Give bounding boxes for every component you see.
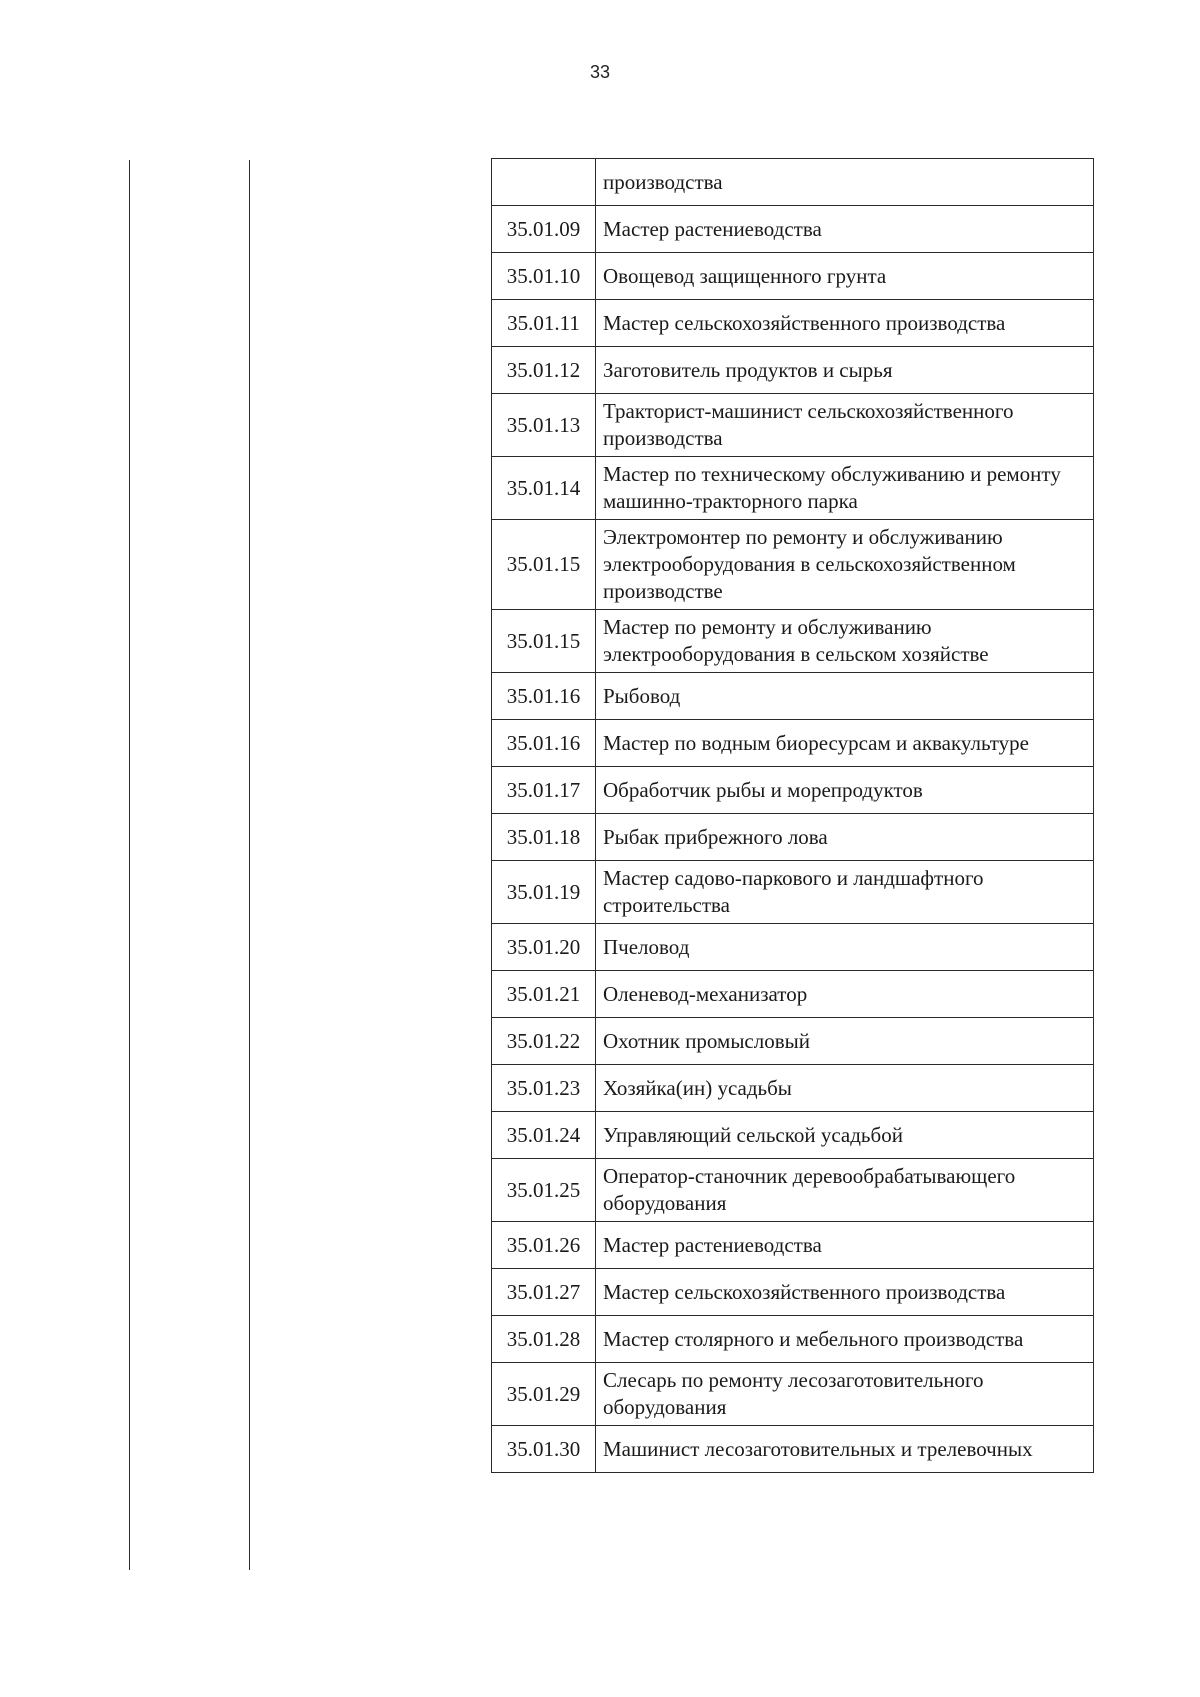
- table-row: [492, 394, 1094, 457]
- table-row: [492, 1065, 1094, 1112]
- table-row: [492, 206, 1094, 253]
- specialty-code-cell: 35.01.15: [492, 610, 596, 673]
- specialty-name-cell: Рыбак прибрежного лова: [596, 814, 1094, 861]
- table-row: [492, 720, 1094, 767]
- table-row: [492, 924, 1094, 971]
- table-row: [492, 520, 1094, 610]
- specialty-code-cell: 35.01.20: [492, 924, 596, 971]
- specialty-name-cell: Электромонтер по ремонту и обслуживанию электрооборудования в сельскохозяйственном производстве: [596, 520, 1094, 610]
- specialties-table-body: [492, 159, 1094, 1473]
- specialty-code-cell: 35.01.16: [492, 673, 596, 720]
- specialty-code-cell: 35.01.17: [492, 767, 596, 814]
- table-row: [492, 1316, 1094, 1363]
- specialty-code-cell: 35.01.28: [492, 1316, 596, 1363]
- table-row: [492, 1269, 1094, 1316]
- specialty-code-cell: [492, 159, 596, 206]
- specialty-code-cell: 35.01.11: [492, 300, 596, 347]
- table-row: [492, 814, 1094, 861]
- specialty-name-cell: Мастер сельскохозяйственного производства: [596, 1269, 1094, 1316]
- specialty-code-cell: 35.01.14: [492, 457, 596, 520]
- specialty-code-cell: 35.01.15: [492, 520, 596, 610]
- specialty-code-cell: 35.01.18: [492, 814, 596, 861]
- table-row: [492, 1363, 1094, 1426]
- table-row: [492, 300, 1094, 347]
- specialty-name-cell: Управляющий сельской усадьбой: [596, 1112, 1094, 1159]
- specialty-name-cell: Пчеловод: [596, 924, 1094, 971]
- specialty-code-cell: 35.01.09: [492, 206, 596, 253]
- specialty-name-cell: Машинист лесозаготовительных и трелевочных: [596, 1426, 1094, 1473]
- specialty-name-cell: Оператор-станочник деревообрабатывающего оборудования: [596, 1159, 1094, 1222]
- specialty-name-cell: Мастер по водным биоресурсам и аквакультуре: [596, 720, 1094, 767]
- specialty-code-cell: 35.01.22: [492, 1018, 596, 1065]
- specialty-code-cell: 35.01.26: [492, 1222, 596, 1269]
- middle-column-rule: [249, 160, 250, 1570]
- table-row: [492, 971, 1094, 1018]
- specialty-code-cell: 35.01.16: [492, 720, 596, 767]
- specialty-code-cell: 35.01.27: [492, 1269, 596, 1316]
- table-row: [492, 347, 1094, 394]
- specialty-name-cell: Мастер столярного и мебельного производства: [596, 1316, 1094, 1363]
- table-row: [492, 861, 1094, 924]
- left-column-rule: [129, 160, 130, 1570]
- specialty-code-cell: 35.01.12: [492, 347, 596, 394]
- specialty-name-cell: Мастер сельскохозяйственного производства: [596, 300, 1094, 347]
- table-row: [492, 1018, 1094, 1065]
- table-row: [492, 610, 1094, 673]
- specialty-name-cell: Мастер по техническому обслуживанию и ремонту машинно-тракторного парка: [596, 457, 1094, 520]
- page-number: 33: [589, 62, 611, 82]
- specialty-name-cell: Обработчик рыбы и морепродуктов: [596, 767, 1094, 814]
- specialty-name-cell: Мастер по ремонту и обслуживанию электрооборудования в сельском хозяйстве: [596, 610, 1094, 673]
- specialty-name-cell: Тракторист-машинист сельскохозяйственного производства: [596, 394, 1094, 457]
- table-row: [492, 457, 1094, 520]
- specialty-name-cell: Мастер растениеводства: [596, 1222, 1094, 1269]
- specialty-code-cell: 35.01.10: [492, 253, 596, 300]
- specialty-code-cell: 35.01.13: [492, 394, 596, 457]
- specialty-name-cell: Хозяйка(ин) усадьбы: [596, 1065, 1094, 1112]
- specialty-name-cell: Оленевод-механизатор: [596, 971, 1094, 1018]
- specialty-code-cell: 35.01.25: [492, 1159, 596, 1222]
- table-row: [492, 767, 1094, 814]
- specialty-code-cell: 35.01.24: [492, 1112, 596, 1159]
- table-row: [492, 673, 1094, 720]
- specialty-code-cell: 35.01.30: [492, 1426, 596, 1473]
- specialty-name-cell: Охотник промысловый: [596, 1018, 1094, 1065]
- specialty-code-cell: 35.01.21: [492, 971, 596, 1018]
- table-row: [492, 1426, 1094, 1473]
- specialty-name-cell: Мастер садово-паркового и ландшафтного строительства: [596, 861, 1094, 924]
- specialty-name-cell: Овощевод защищенного грунта: [596, 253, 1094, 300]
- specialty-code-cell: 35.01.29: [492, 1363, 596, 1426]
- table-row: [492, 253, 1094, 300]
- specialty-name-cell: производства: [596, 159, 1094, 206]
- specialty-code-cell: 35.01.23: [492, 1065, 596, 1112]
- specialty-name-cell: Слесарь по ремонту лесозаготовительного оборудования: [596, 1363, 1094, 1426]
- specialty-name-cell: Мастер растениеводства: [596, 206, 1094, 253]
- table-row: [492, 1222, 1094, 1269]
- specialty-name-cell: Рыбовод: [596, 673, 1094, 720]
- table-row: [492, 1159, 1094, 1222]
- specialties-table: [491, 158, 1094, 1473]
- specialty-code-cell: 35.01.19: [492, 861, 596, 924]
- table-row: [492, 159, 1094, 206]
- specialty-name-cell: Заготовитель продуктов и сырья: [596, 347, 1094, 394]
- table-row: [492, 1112, 1094, 1159]
